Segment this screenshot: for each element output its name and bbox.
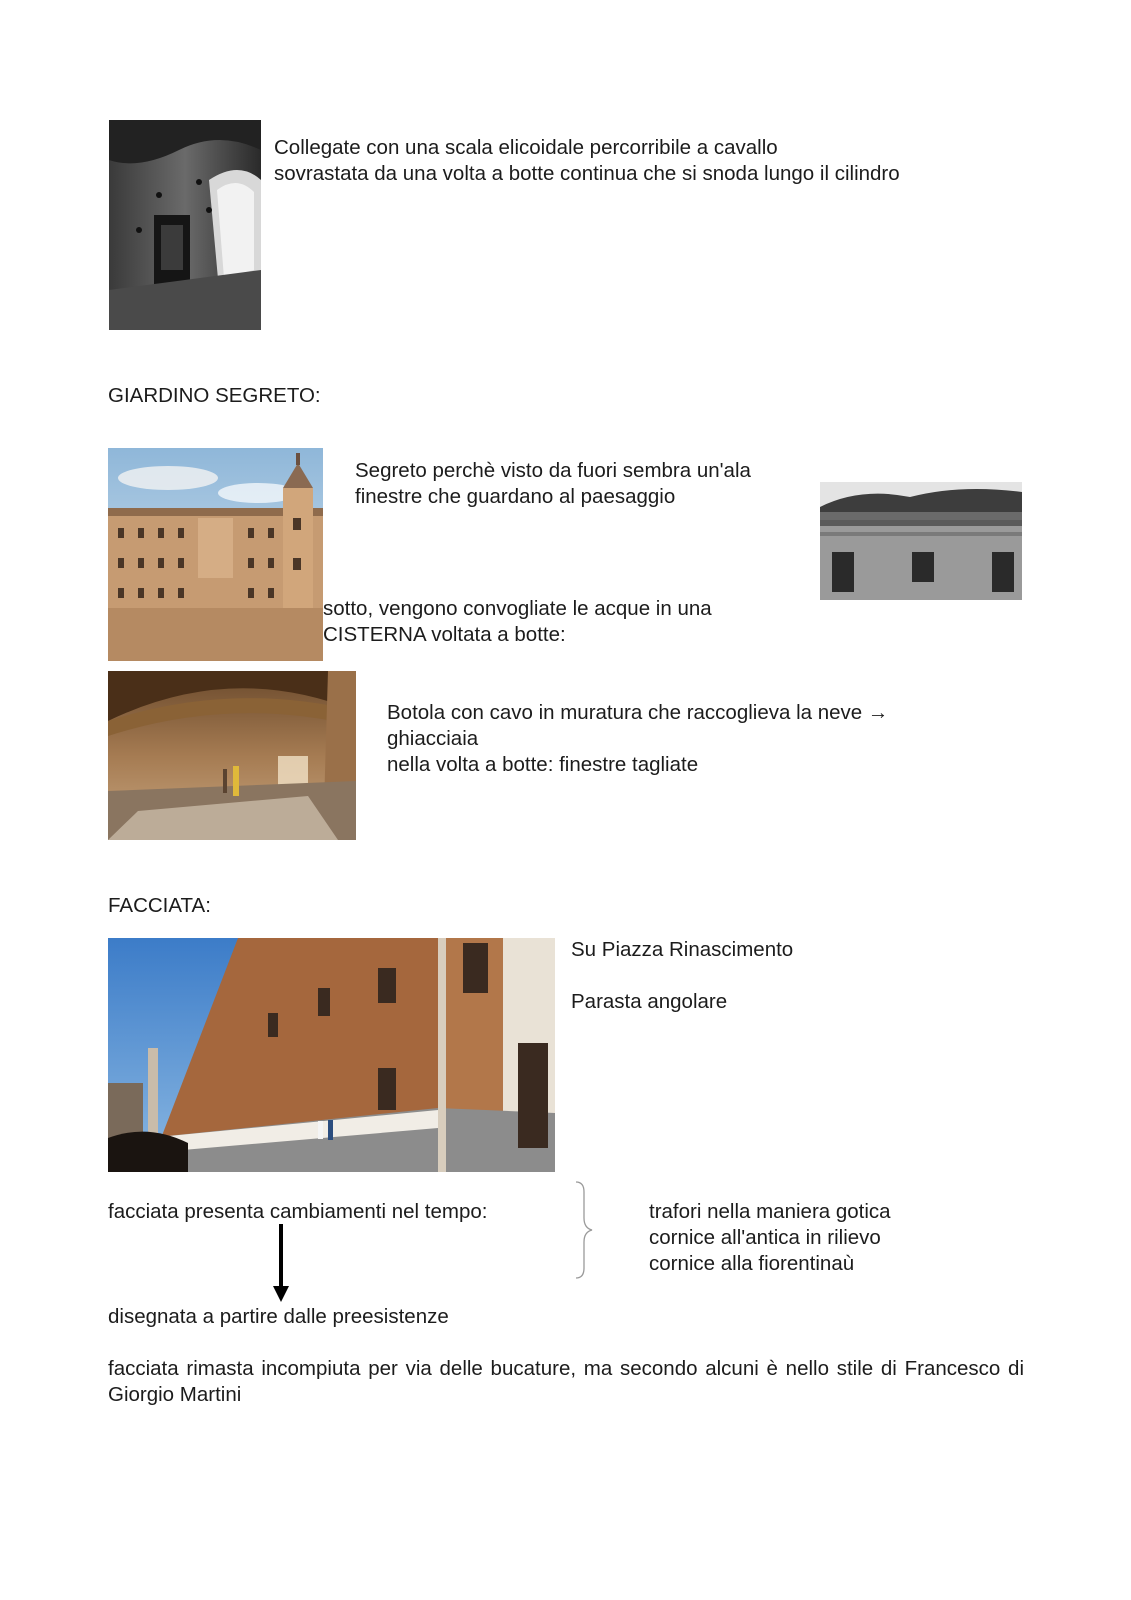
giardino-intro-line: finestre che guardano al paesaggio xyxy=(355,485,676,508)
staircase-line: sovrastata da una volta a botte continua che si snoda lungo il cilindro xyxy=(274,162,900,185)
staircase-photo xyxy=(109,120,261,330)
cisterna-line: CISTERNA voltata a botte: xyxy=(323,623,566,646)
facciata-note: Parasta angolare xyxy=(571,990,728,1013)
facciata-style-item: trafori nella maniera gotica xyxy=(649,1200,891,1223)
botola-line: Botola con cavo in muratura che raccoglieva la neve → xyxy=(387,701,889,724)
cisterna-line: sotto, vengono convogliate le acque in una xyxy=(323,597,712,620)
giardino-intro-line: Segreto perchè visto da fuori sembra un'ala xyxy=(355,459,751,482)
facciata-style-item: cornice all'antica in rilievo xyxy=(649,1226,881,1249)
botola-line: nella volta a botte: finestre tagliate xyxy=(387,753,699,776)
botola-line: ghiacciaia xyxy=(387,727,479,750)
section-heading-facciata: FACCIATA: xyxy=(108,894,211,917)
palace-towers-photo xyxy=(108,448,323,661)
section-heading-giardino: GIARDINO SEGRETO: xyxy=(108,384,321,407)
facade-photo xyxy=(108,938,555,1172)
facciata-derived: disegnata a partire dalle preesistenze xyxy=(108,1305,449,1328)
garden-wall-photo xyxy=(820,482,1022,600)
facciata-style-item: cornice alla fiorentinaù xyxy=(649,1252,855,1275)
facciata-note: Su Piazza Rinascimento xyxy=(571,938,794,961)
cisterna-photo xyxy=(108,671,356,840)
facciata-changes: facciata presenta cambiamenti nel tempo: xyxy=(108,1200,488,1223)
staircase-line: Collegate con una scala elicoidale percorribile a cavallo xyxy=(274,136,778,159)
curly-brace-icon xyxy=(568,1180,598,1280)
arrow-down-icon xyxy=(270,1224,292,1302)
facciata-conclusion: facciata rimasta incompiuta per via delle bucature, ma secondo alcuni è nello stile di Francesco di Giorgio Martini xyxy=(108,1357,1024,1406)
